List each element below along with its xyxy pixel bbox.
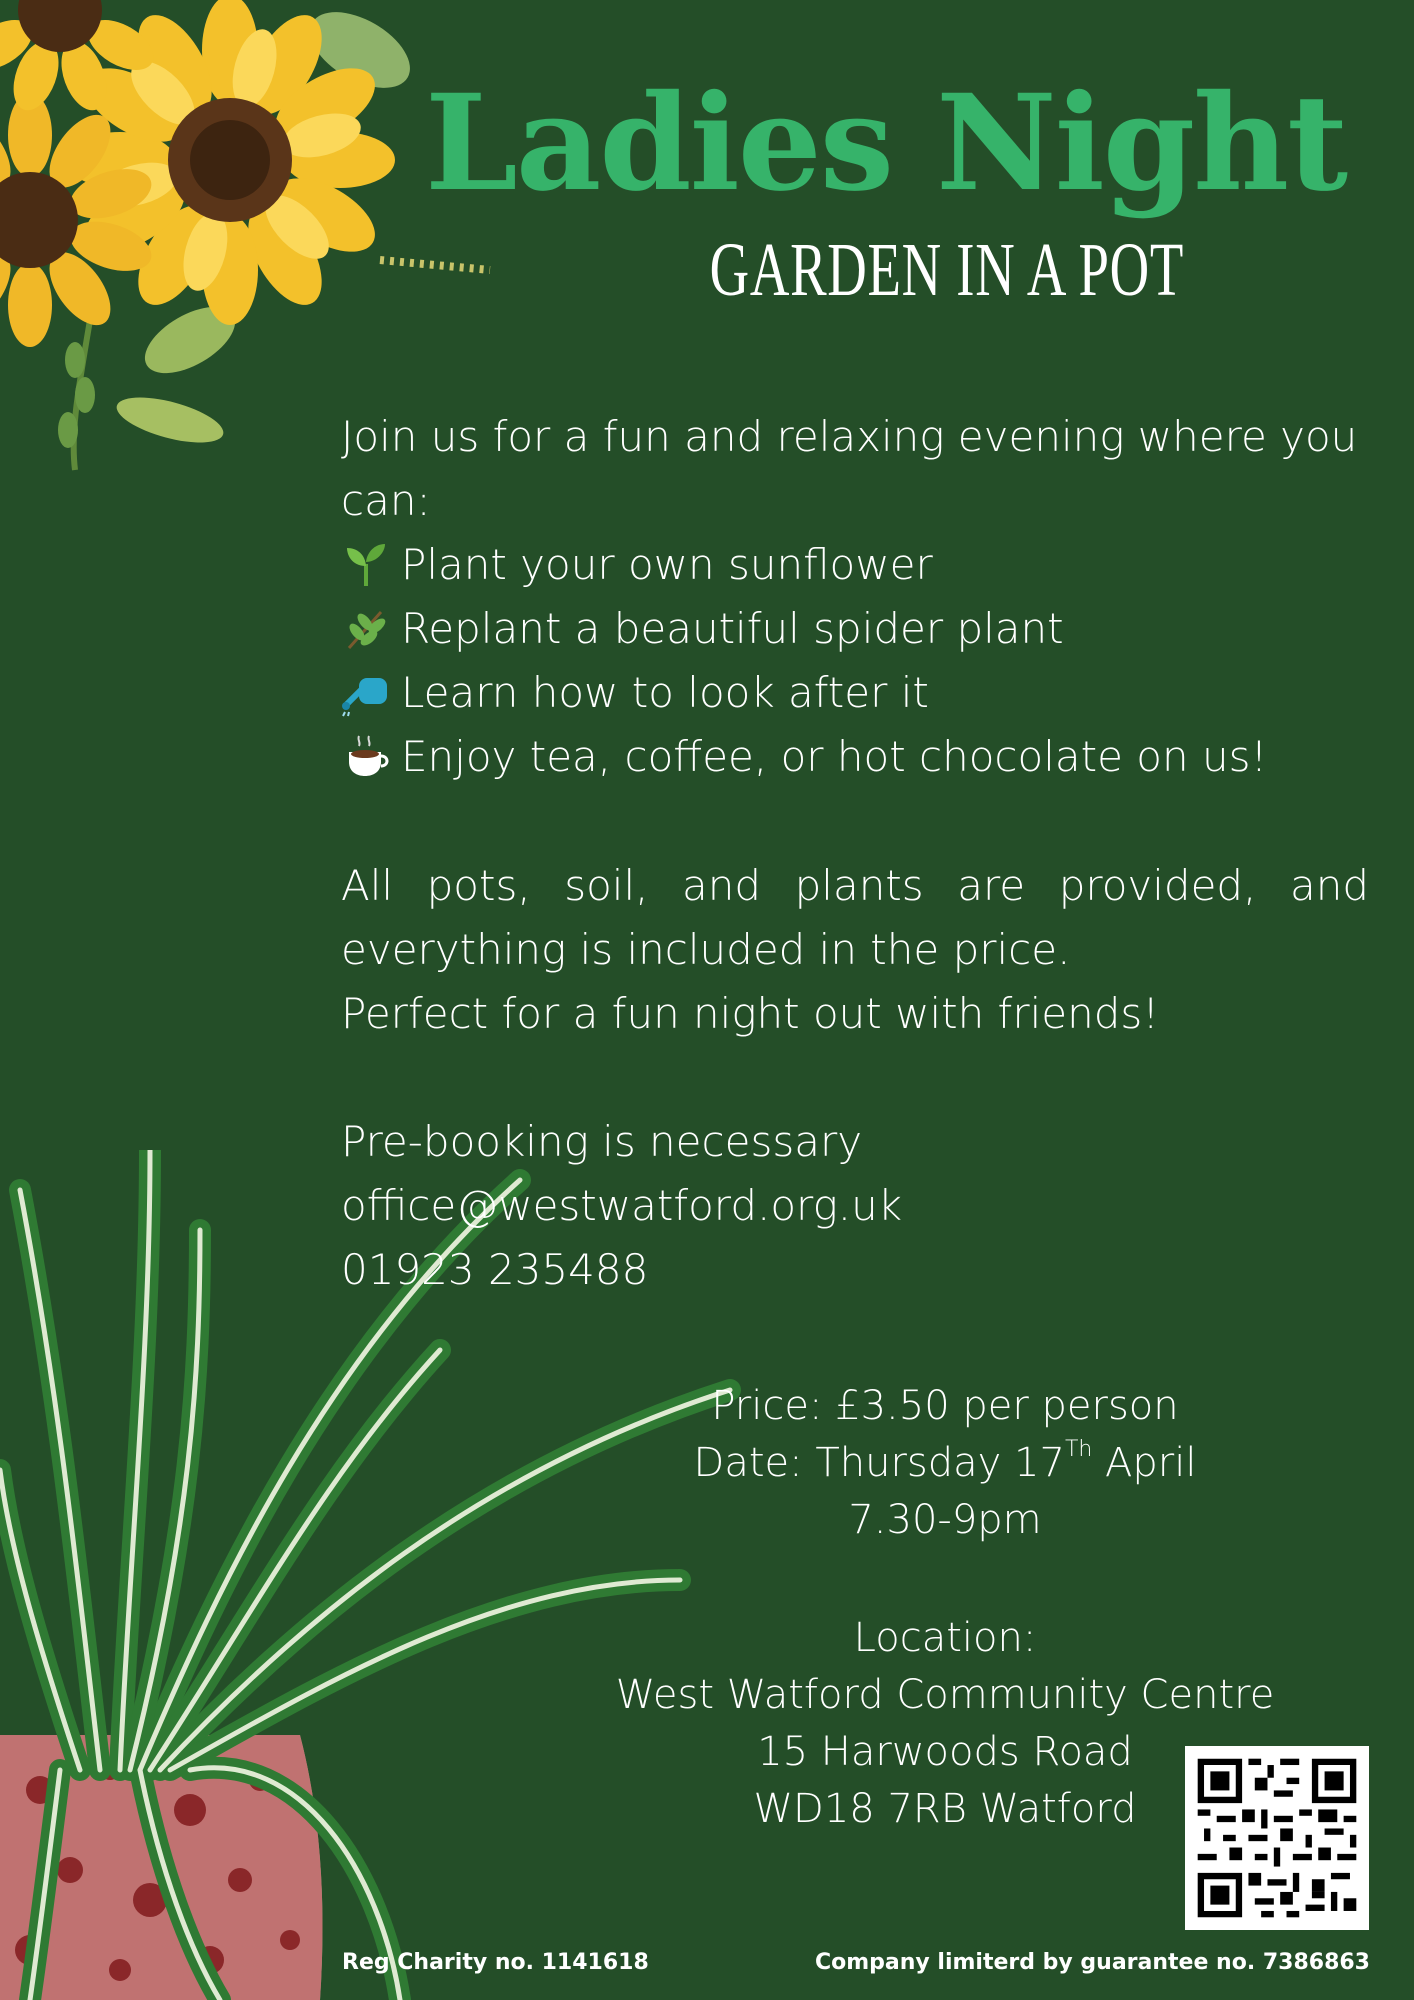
event-subtitle: GARDEN IN A POT	[709, 228, 1185, 312]
bullet-text: Enjoy tea, coffee, or hot chocolate on us!	[401, 732, 1268, 781]
bullet-text: Replant a beautiful spider plant	[401, 604, 1064, 653]
event-title: Ladies Night	[425, 66, 1347, 221]
location-label: Location:	[853, 1615, 1037, 1661]
list-item	[341, 725, 1369, 789]
activity-list	[341, 533, 1369, 789]
included-text	[341, 854, 1369, 1046]
hot-drink-icon	[341, 732, 391, 782]
list-item	[341, 661, 1369, 725]
location-street: 15 Harwoods Road	[757, 1729, 1133, 1775]
included-line-1: All pots, soil, and plants are provided, and everything is included in the price.	[341, 861, 1369, 974]
seedling-icon	[341, 540, 391, 590]
location-postcode: WD18 7RB Watford	[753, 1786, 1137, 1832]
price-text: Price: £3.50 per person	[711, 1383, 1179, 1429]
list-item	[341, 597, 1369, 661]
intro-text: Join us for a fun and relaxing evening where you can:	[341, 412, 1358, 525]
herb-icon	[341, 604, 391, 654]
qr-code[interactable]	[1185, 1746, 1369, 1930]
bullet-text: Plant your own sunflower	[401, 540, 933, 589]
date-ordinal: Th	[1064, 1437, 1093, 1462]
location-venue: West Watford Community Centre	[615, 1672, 1275, 1718]
booking-phone[interactable]: 01923 235488	[341, 1245, 649, 1294]
date-text: Date: Thursday 17Th April	[693, 1437, 1197, 1486]
charity-number: Reg Charity no. 1141618	[342, 1950, 649, 1975]
included-line-2: Perfect for a fun night out with friends!	[341, 989, 1160, 1038]
booking-note: Pre-booking is necessary	[341, 1117, 863, 1166]
list-item	[341, 533, 1369, 597]
event-details	[540, 1378, 1350, 1549]
booking-block	[341, 1110, 1369, 1302]
company-number: Company limiterd by guarantee no. 7386863	[814, 1950, 1370, 1975]
time-text: 7.30-9pm	[848, 1497, 1042, 1543]
booking-email-link[interactable]: office@westwatford.org.uk	[341, 1181, 903, 1230]
watering-can-icon	[341, 668, 391, 718]
bullet-text: Learn how to look after it	[401, 668, 929, 717]
